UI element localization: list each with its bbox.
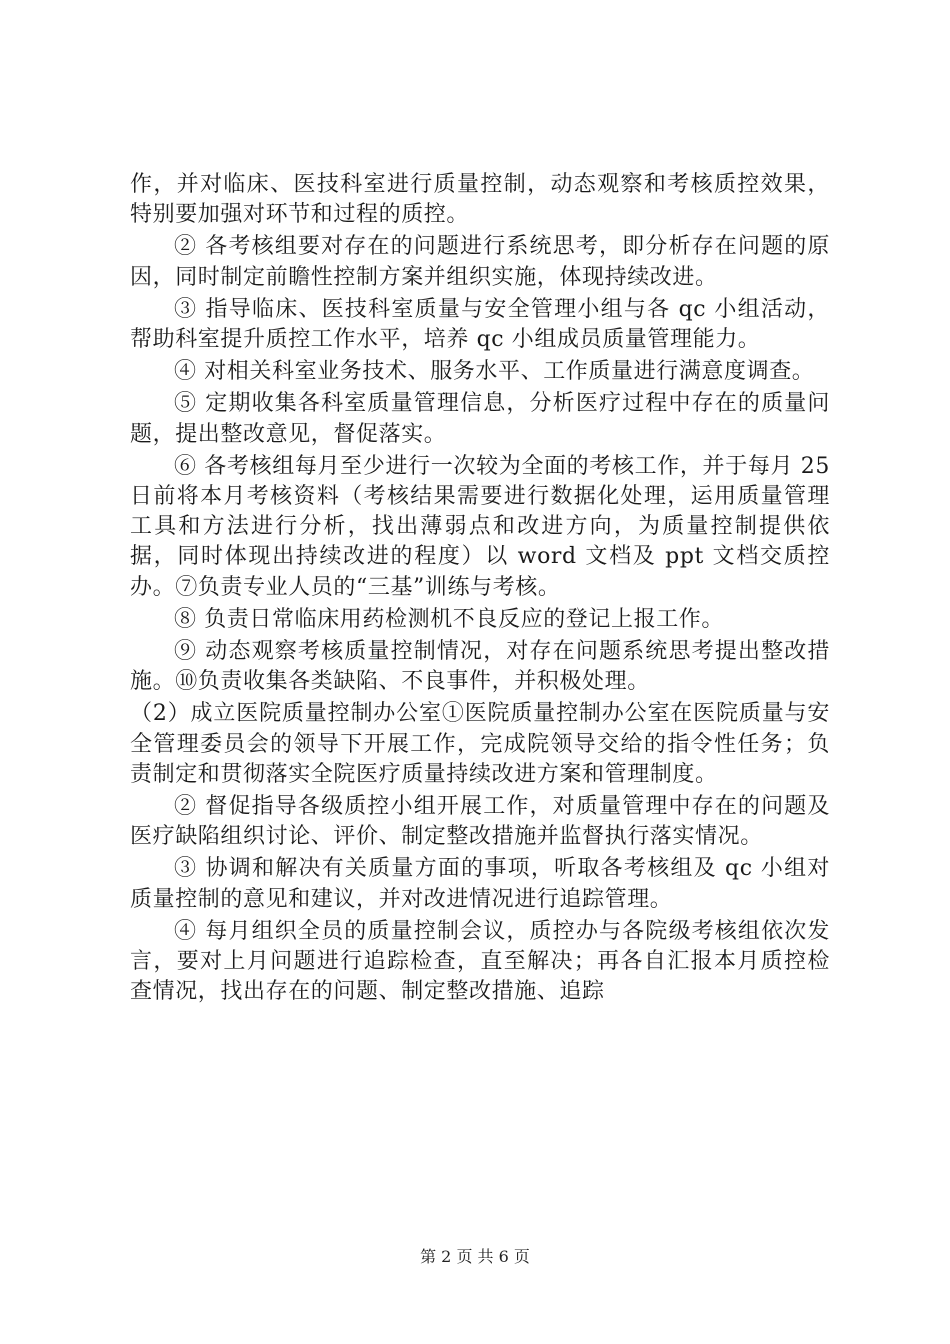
paragraph-11: ③ 协调和解决有关质量方面的事项，听取各考核组及 qc 小组对质量控制的意见和建议，并对改进情况进行追踪管理。: [130, 856, 830, 912]
paragraph-7: ⑧ 负责日常临床用药检测机不良反应的登记上报工作。: [174, 606, 724, 632]
paragraph-12: ④ 每月组织全员的质量控制会议，质控办与各院级考核组依次发言，要对上月问题进行追踪检查，直至解决；再各自汇报本月质控检查情况，找出存在的问题、制定整改措施、追踪: [130, 918, 830, 1005]
page-footer: 第 2 页 共 6 页: [420, 1247, 530, 1266]
paragraph-4: ④ 对相关科室业务技术、服务水平、工作质量进行满意度调查。: [174, 359, 815, 385]
paragraph-1: 作，并对临床、医技科室进行质量控制，动态观察和考核质控效果，特别要加强对环节和过程的质控。: [130, 172, 830, 228]
paragraph-9: （2）成立医院质量控制办公室①医院质量控制办公室在医院质量与安全管理委员会的领导下开展工作，完成院领导交给的指令性任务；负责制定和贯彻落实全院医疗质量持续改进方案和管理制度。: [130, 701, 830, 787]
paragraph-5: ⑤ 定期收集各科室质量管理信息，分析医疗过程中存在的质量问题，提出整改意见，督促落实。: [130, 391, 830, 447]
paragraph-10: ② 督促指导各级质控小组开展工作，对质量管理中存在的问题及医疗缺陷组织讨论、评价、制定整改措施并监督执行落实情况。: [130, 794, 830, 850]
paragraph-8: ⑨ 动态观察考核质量控制情况，对存在问题系统思考提出整改措施。⑩负责收集各类缺陷、不良事件，并积极处理。: [130, 639, 830, 695]
document-body: [130, 170, 830, 1009]
paragraph-3: ③ 指导临床、医技科室质量与安全管理小组与各 qc 小组活动，帮助科室提升质控工作水平，培养 qc 小组成员质量管理能力。: [130, 296, 830, 353]
paragraph-6: ⑥ 各考核组每月至少进行一次较为全面的考核工作，并于每月 25 日前将本月考核资料（考核结果需要进行数据化处理，运用质量管理工具和方法进行分析，找出薄弱点和改进方向，为质量控制提供依据，同时体现出持续改进的程度）以 word 文档及 ppt 文档交质控办。⑦负责专业人员的“三基”训练与考核。: [130, 453, 830, 600]
paragraph-2: ② 各考核组要对存在的问题进行系统思考，即分析存在问题的原因，同时制定前瞻性控制方案并组织实施，体现持续改进。: [130, 234, 830, 290]
